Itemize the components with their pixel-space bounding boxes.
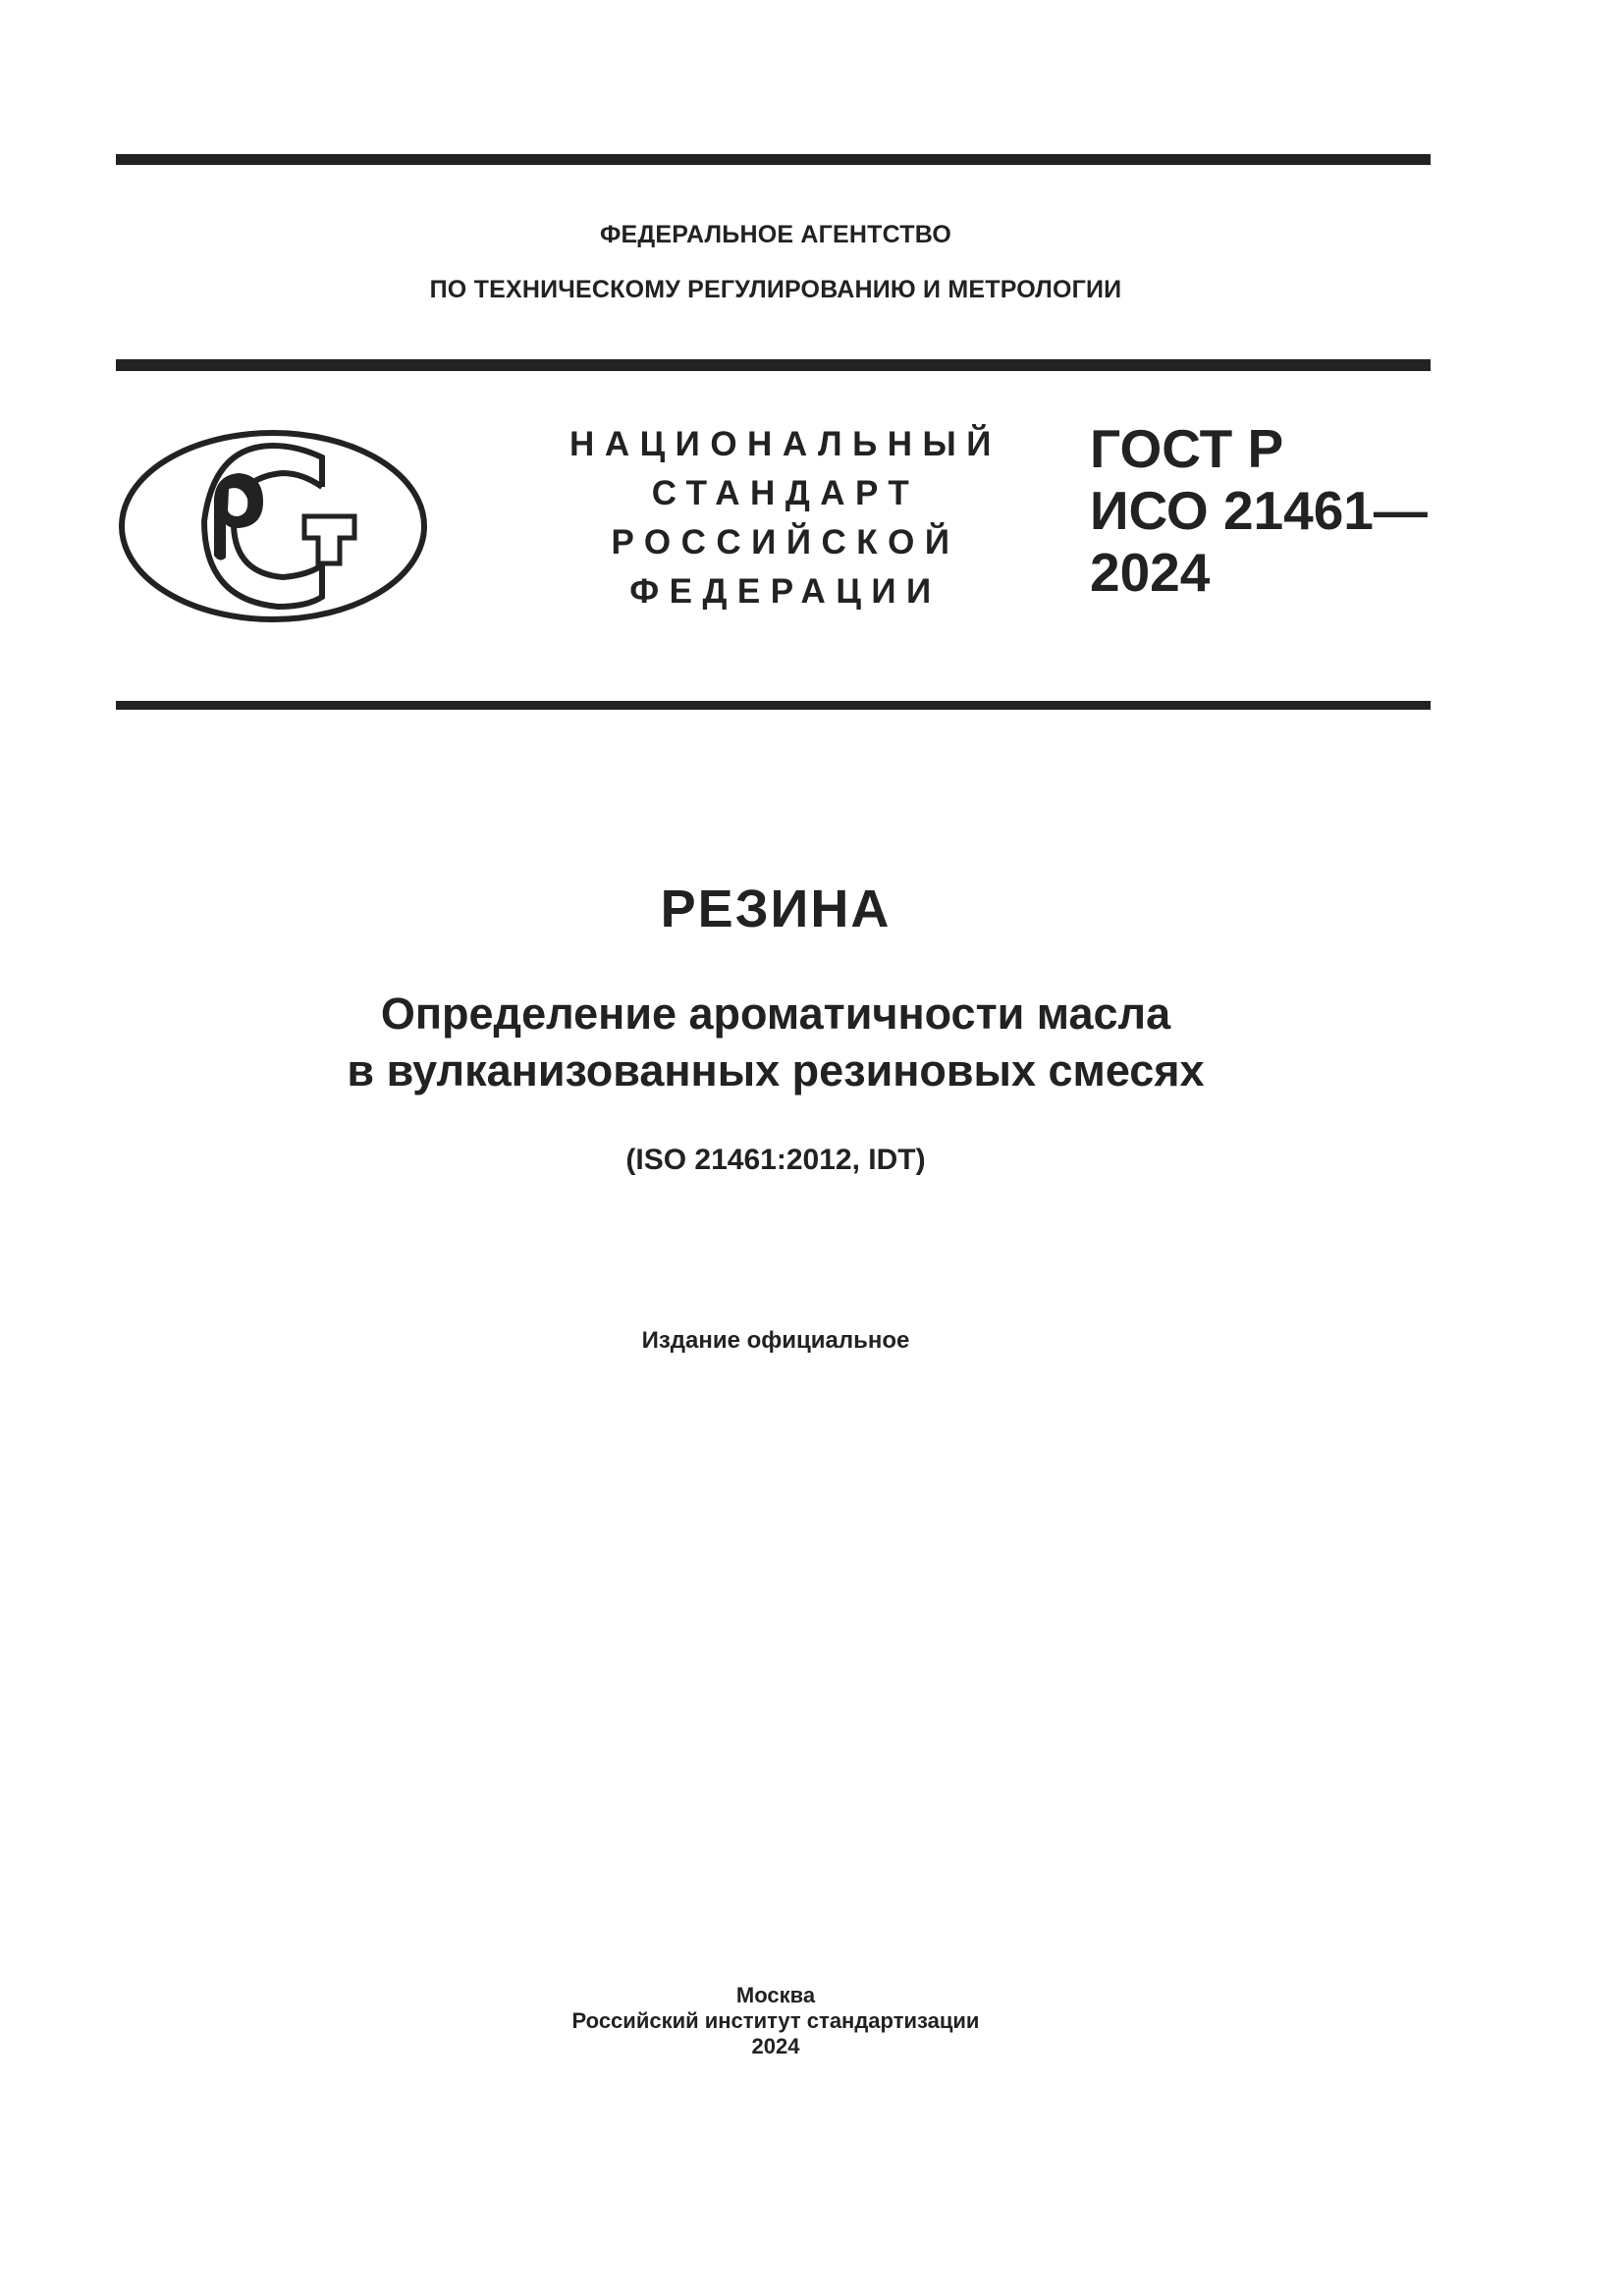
gost-r-certification-mark-icon: [116, 428, 430, 629]
document-subtitle-line-1: Определение ароматичности масла: [380, 988, 1171, 1039]
edition-label: Издание официальное: [641, 1327, 910, 1354]
document-title: РЕЗИНА: [660, 880, 892, 938]
publisher-city: Москва: [735, 1983, 816, 2007]
designation-line: 2024: [1090, 542, 1211, 603]
standard-type-line: СТАНДАРТ: [651, 474, 920, 512]
agency-line-1: ФЕДЕРАЛЬНОЕ АГЕНТСТВО: [600, 221, 951, 248]
agency-line-2: ПО ТЕХНИЧЕСКОМУ РЕГУЛИРОВАНИЮ И МЕТРОЛОГИИ: [429, 276, 1122, 303]
standard-type-block: [550, 420, 1021, 616]
iso-reference: (ISO 21461:2012, IDT): [625, 1144, 926, 1176]
standard-type-line: ФЕДЕРАЦИИ: [629, 572, 942, 611]
publisher-institute: Российский институт стандартизации: [571, 2008, 980, 2033]
document-subtitle-line-2: в вулканизованных резиновых смесях: [347, 1045, 1205, 1095]
top-rule: [116, 154, 1431, 165]
standard-type-line: НАЦИОНАЛЬНЫЙ: [569, 425, 1001, 463]
designation-line: ИСО 21461—: [1090, 480, 1428, 541]
header-rule: [116, 359, 1431, 371]
designation-line: ГОСТ Р: [1090, 418, 1284, 479]
standard-type-line: РОССИЙСКОЙ: [611, 523, 960, 561]
title-rule: [116, 701, 1431, 710]
publication-year: 2024: [751, 2034, 800, 2058]
standard-designation: [1090, 418, 1428, 604]
